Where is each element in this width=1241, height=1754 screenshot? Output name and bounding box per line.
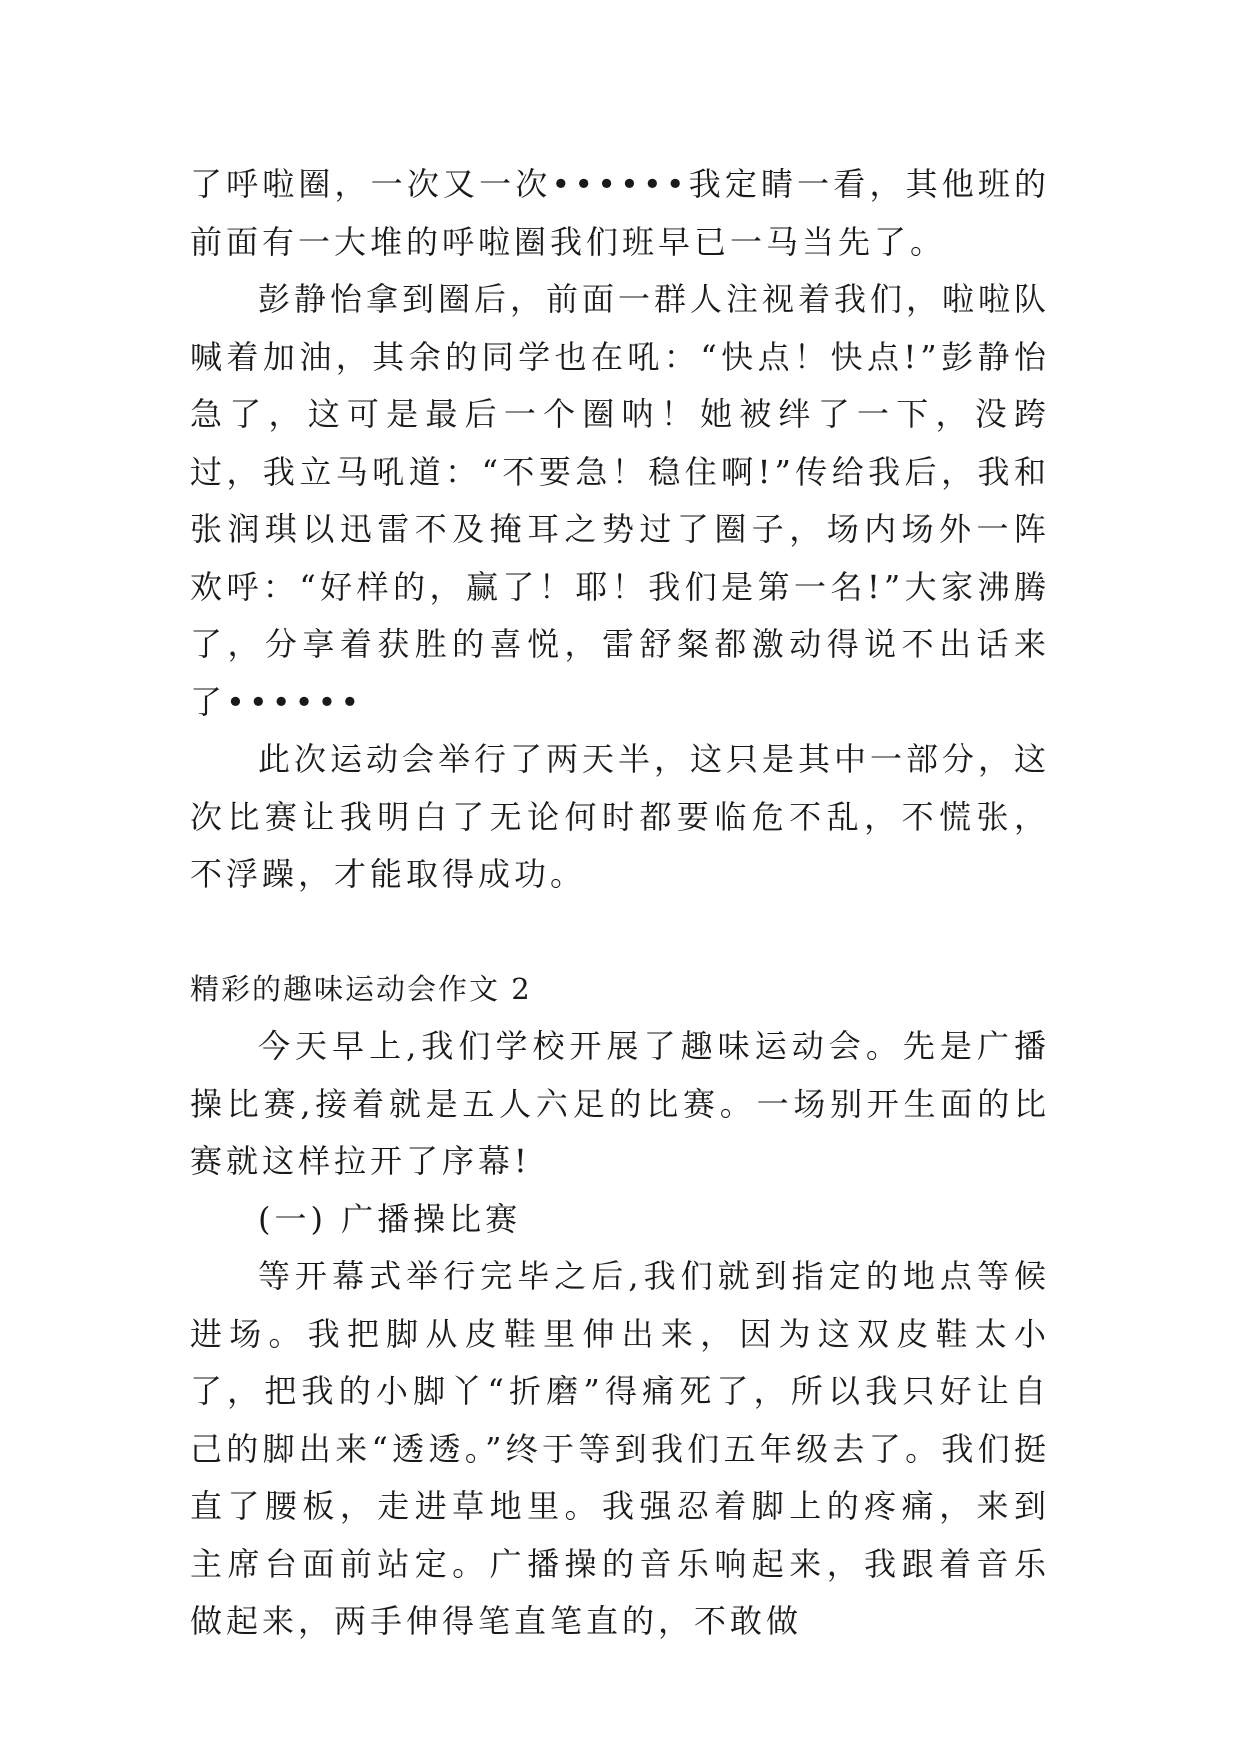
paragraph-continuation: 了呼啦圈，一次又一次••••••我定睛一看，其他班的前面有一大堆的呼啦圈我们班早已一马当先了。 [190,165,1050,261]
document-body [190,156,1050,1651]
paragraph-intro: 今天早上,我们学校开展了趣味运动会。先是广播操比赛,接着就是五人六足的比赛。一场别开生面的比赛就这样拉开了序幕! [190,1027,1050,1180]
section-title: 精彩的趣味运动会作文 2 [190,971,532,1006]
paragraph-conclusion: 此次运动会举行了两天半，这只是其中一部分，这次比赛让我明白了无论何时都要临危不乱，不慌张，不浮躁，才能取得成功。 [190,740,1051,893]
subheading-broadcast-exercise: (一) 广播操比赛 [258,1199,522,1238]
paragraph-relay-story: 彭静怡拿到圈后，前面一群人注视着我们，啦啦队喊着加油，其余的同学也在吼：“快点！快点!”彭静怡急了，这可是最后一个圈呐！她被绊了一下，没跨过，我立马吼道：“不要急！稳住啊!”传给我后，我和张润琪以迅雷不及掩耳之势过了圈子，场内场外一阵欢呼：“好样的，赢了！耶！我们是第一名!”大家沸腾了，分享着获胜的喜悦，雷舒粲都激动得说不出话来了•••••• [190,280,1051,721]
section-gap [190,904,1050,961]
paragraph-broadcast-exercise: 等开幕式举行完毕之后,我们就到指定的地点等候进场。我把脚从皮鞋里伸出来，因为这双皮鞋太小了，把我的小脚丫“折磨”得痛死了，所以我只好让自己的脚出来“透透。”终于等到我们五年级去了。我们挺直了腰板，走进草地里。我强忍着脚上的疼痛，来到主席台面前站定。广播操的音乐响起来，我跟着音乐做起来，两手伸得笔直笔直的，不敢做 [190,1257,1050,1640]
